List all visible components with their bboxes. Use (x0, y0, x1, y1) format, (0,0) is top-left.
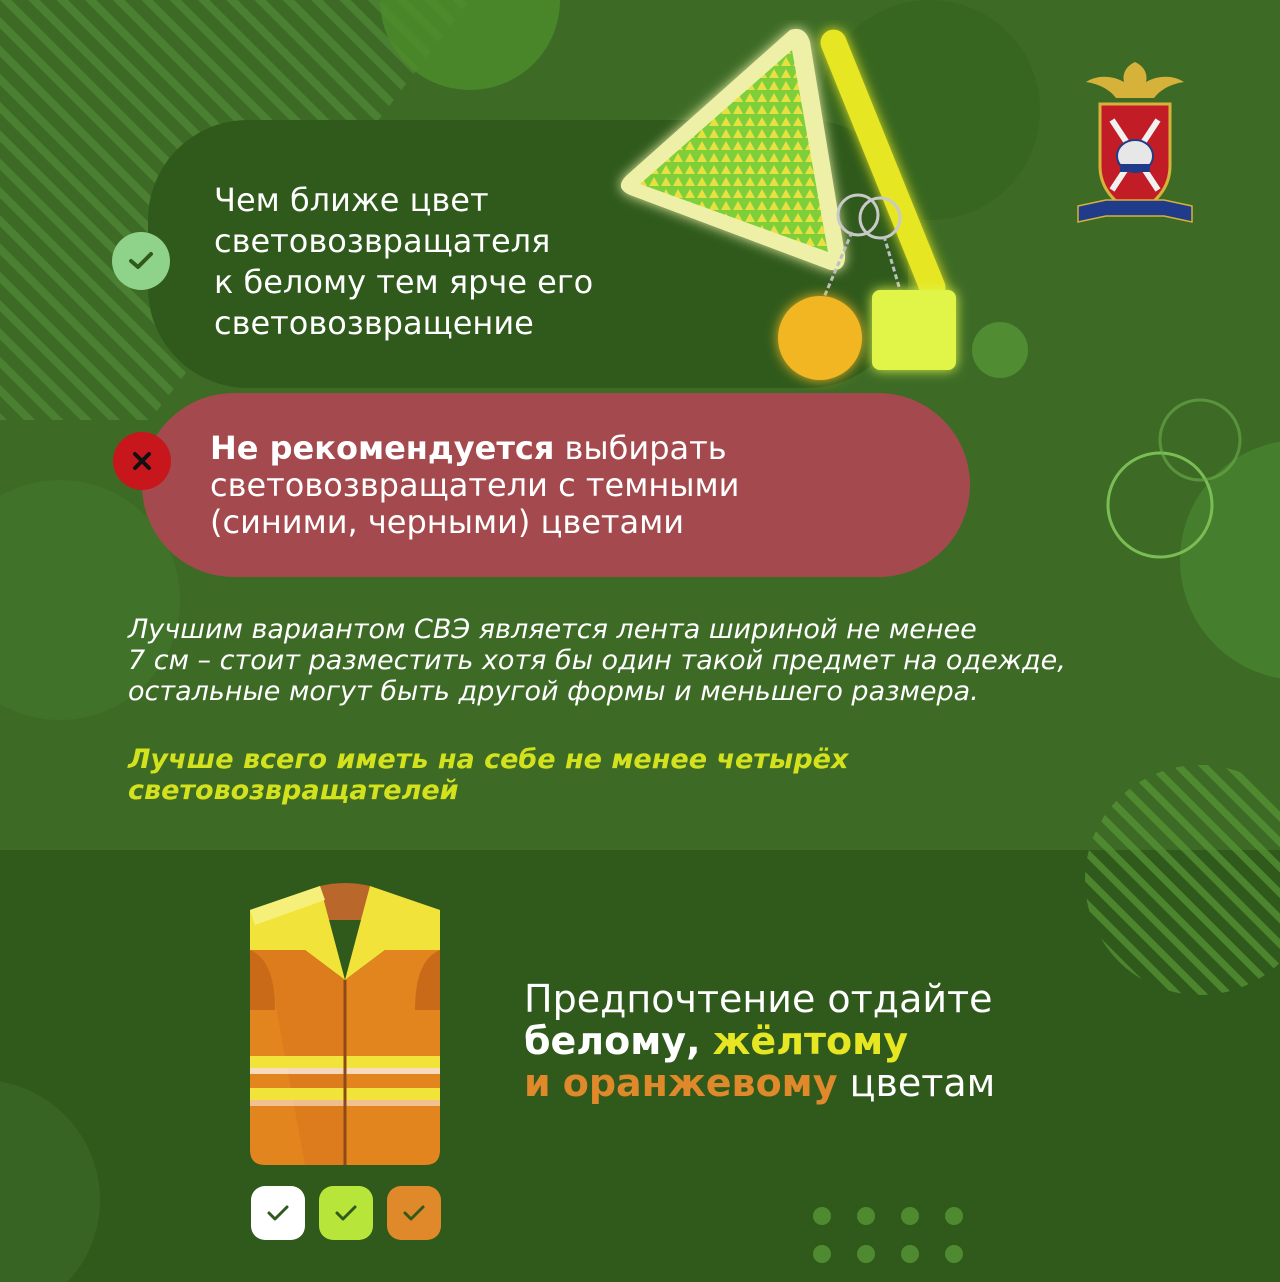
pref-tail: цветам (849, 1061, 996, 1105)
pref-and: и (524, 1061, 551, 1105)
pref-white: белому, (524, 1019, 701, 1063)
warning-tip-text (210, 430, 910, 541)
pref-orange: оранжевому (562, 1061, 838, 1105)
warning-tip-rest: выбирать световозвращатели с темными (синими, черными) цветами (210, 429, 740, 541)
yellow-swatch-check-icon (319, 1186, 373, 1240)
warning-tip-bold: Не рекомендуется (210, 429, 555, 467)
reflectors-illustration (600, 20, 1000, 390)
keychain-circle-icon (778, 296, 862, 380)
check-icon (112, 232, 170, 290)
safety-vest-icon (245, 880, 445, 1170)
pref-line2 (524, 1020, 995, 1062)
reflector-triangle-icon (621, 29, 845, 270)
highlight-paragraph: Лучше всего иметь на себе не менее четырёх световозвращателей (128, 744, 849, 806)
info-paragraph: Лучшим вариантом СВЭ является лента шириной не менее 7 см – стоит разместить хотя бы один такой предмет на одежде, остальные могут быть другой формы и меньшего размера. (128, 614, 1066, 707)
pref-line3 (524, 1062, 995, 1104)
keychain-square-icon (872, 290, 956, 370)
orange-swatch-check-icon (387, 1186, 441, 1240)
white-swatch-check-icon (251, 1186, 305, 1240)
cross-icon (113, 432, 171, 490)
pref-line1: Предпочтение отдайте (524, 977, 993, 1021)
color-preference-text (524, 978, 995, 1104)
good-tip-text: Чем ближе цвет световозвращателя к белому тем ярче его световозвращение (214, 181, 594, 342)
pref-yellow: жёлтому (712, 1019, 908, 1063)
police-emblem-icon (1076, 56, 1194, 228)
